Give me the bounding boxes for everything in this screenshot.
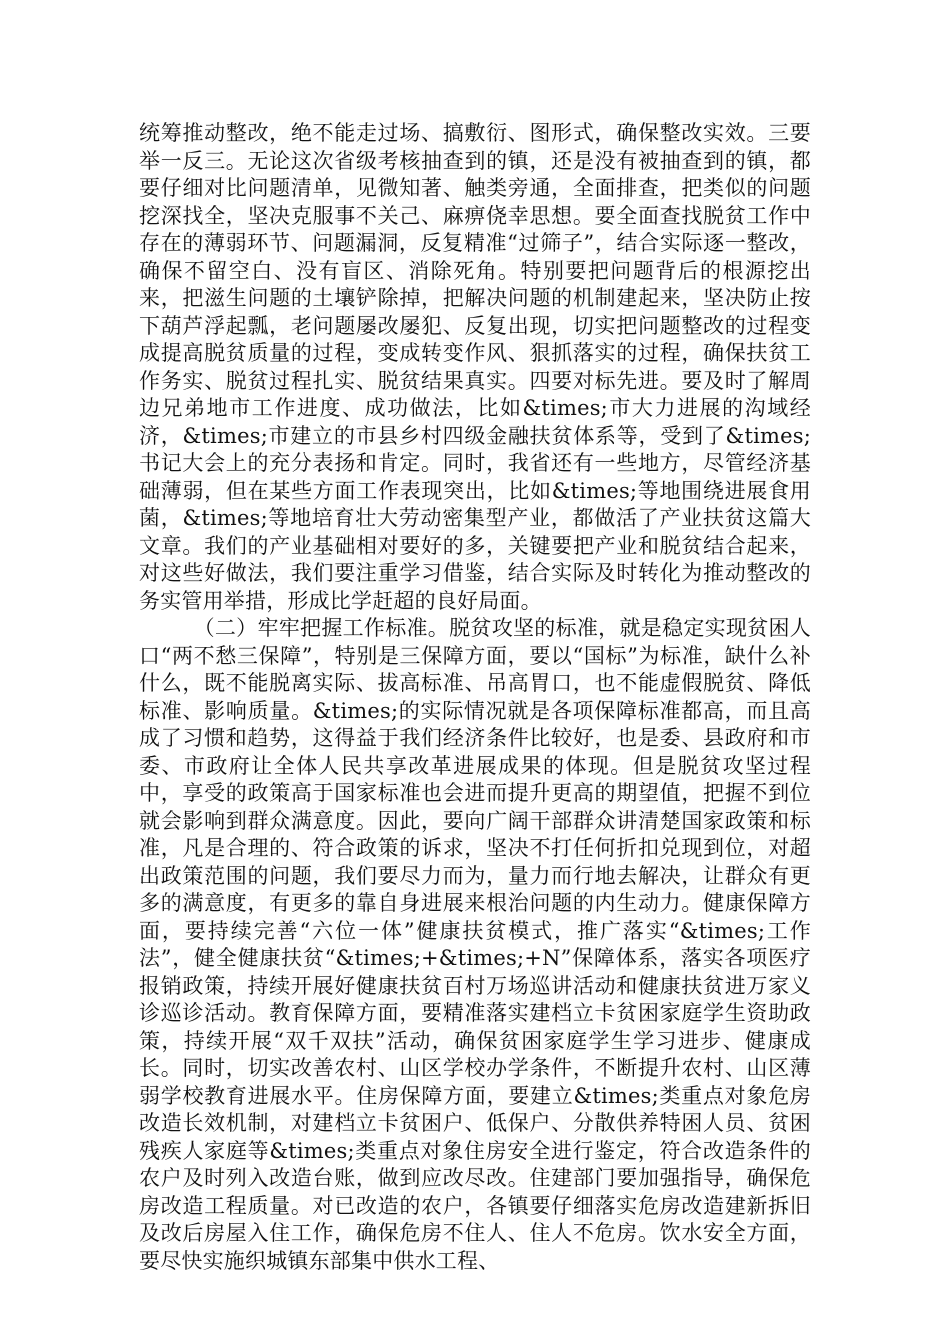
paragraph-work-standards: （二）牢牢把握工作标准。脱贫攻坚的标准，就是稳定实现贫困人口“两不愁三保障”，特别是三保障方面，要以“国标”为标准，缺什么补什么，既不能脱离实际、拔高标准、吊高胃口，也不能虚假脱贫、降低标准、影响质量。&times;的实际情况就是各项保障标准都高，而且高成了习惯和趋势，这得益于我们经济条件比较好，也是委、县政府和市委、市政府让全体人民共享改革进展成果的体现。但是脱贫攻坚过程中，享受的政策高于国家标准也会进而提升更高的期望值，把握不到位就会影响到群众满意度。因此，要向广阔干部群众讲清楚国家政策和标准，凡是合理的、符合政策的诉求，坚决不打任何折扣兑现到位，对超出政策范围的问题，我们要尽力而为，量力而行地去解决，让群众有更多的满意度，有更多的靠自身进展来根治问题的内生动力。健康保障方面，要持续完善“六位一体”健康扶贫模式，推广落实“&times;工作法”，健全健康扶贫“&times;+&times;+N”保障体系，落实各项医疗报销政策，持续开展好健康扶贫百村万场巡讲活动和健康扶贫进万家义诊巡诊活动。教育保障方面，要精准落实建档立卡贫困家庭学生资助政策，持续开展“双千双扶”活动，确保贫困家庭学生学习进步、健康成长。同时，切实改善农村、山区学校办学条件，不断提升农村、山区薄弱学校教育进展水平。住房保障方面，要建立&times;类重点对象危房改造长效机制，对建档立卡贫困户、低保户、分散供养特困人员、贫困残疾人家庭等&times;类重点对象住房安全进行鉴定，符合改造条件的农户及时列入改造台账，做到应改尽改。住建部门要加强指导，确保危房改造工程质量。对已改造的农户，各镇要仔细落实危房改造建新拆旧及改后房屋入住工作，确保危房不住人、住人不危房。饮水安全方面，要尽快实施织城镇东部集中供水工程、	[139, 616, 811, 1273]
body-text	[139, 120, 811, 1275]
paragraph-continuation: 统筹推动整改，绝不能走过场、搞敷衍、图形式，确保整改实效。三要举一反三。无论这次省级考核抽查到的镇，还是没有被抽查到的镇，都要仔细对比问题清单，见微知著、触类旁通，全面排查，把类似的问题挖深找全，坚决克服事不关己、麻痹侥幸思想。要全面查找脱贫工作中存在的薄弱环节、问题漏洞，反复精准“过筛子”，结合实际逐一整改，确保不留空白、没有盲区、消除死角。特别要把问题背后的根源挖出来，把滋生问题的土壤铲除掉，把解决问题的机制建起来，坚决防止按下葫芦浮起瓢，老问题屡改屡犯、反复出现，切实把问题整改的过程变成提高脱贫质量的过程，变成转变作风、狠抓落实的过程，确保扶贫工作务实、脱贫过程扎实、脱贫结果真实。四要对标先进。要及时了解周边兄弟地市工作进度、成功做法，比如&times;市大力进展的沟域经济，&times;市建立的市县乡村四级金融扶贫体系等，受到了&times;书记大会上的充分表扬和肯定。同时，我省还有一些地方，尽管经济基础薄弱，但在某些方面工作表现突出，比如&times;等地围绕进展食用菌，&times;等地培育壮大劳动密集型产业，都做活了产业扶贫这篇大文章。我们的产业基础相对要好的多，关键要把产业和脱贫结合起来，对这些好做法，我们要注重学习借鉴，结合实际及时转化为推动整改的务实管用举措，形成比学赶超的良好局面。	[139, 121, 811, 613]
